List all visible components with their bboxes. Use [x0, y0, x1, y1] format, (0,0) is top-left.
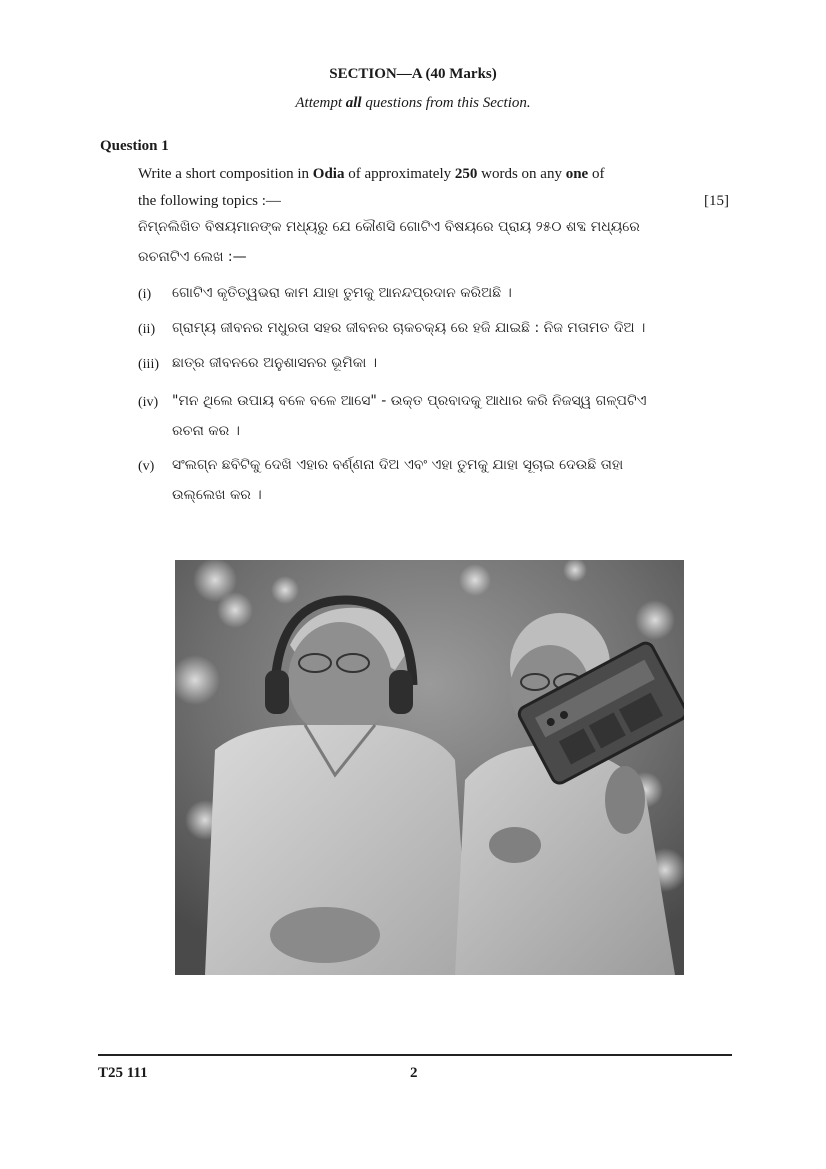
topic-number: (ii) [138, 322, 156, 337]
section-title: SECTION—A (40 Marks) [329, 66, 497, 82]
topic-text: ସଂଲଗ୍ନ ଛବିଟିକୁ ଦେଖି ଏହାର ବର୍ଣ୍ଣନା ଦିଅ ଏବଂ ଏହା ତୁମକୁ ଯାହା ସୂଚାଇ ଦେଉଛି ତାହା [172, 457, 624, 473]
instruction-post: questions from this Section. [361, 95, 531, 111]
prompt-bold-one: one [565, 166, 589, 182]
instruction-pre: Attempt [295, 95, 346, 111]
topic-number: (iii) [138, 357, 159, 372]
footer-divider [98, 1054, 732, 1056]
prompt-text: Write a short composition in [138, 166, 313, 182]
question-prompt-line2: the following topics :— [138, 193, 281, 209]
page-number: 2 [410, 1065, 418, 1081]
prompt-text: of [588, 166, 605, 182]
topic-text: ଗ୍ରାମ୍ୟ ଜୀବନର ମଧୁରତା ସହର ଜୀବନର ଚାକଚକ୍ୟ ରେ ହଜି ଯାଇଛି : ନିଜ ମତାମତ ଦିଅ । [172, 320, 646, 336]
prompt-bold-odia: Odia [312, 166, 345, 182]
topic-number: (v) [138, 459, 155, 474]
topic-text: "ମନ ଥିଲେ ଉପାୟ ବଳେ ବଳେ ଆସେ" - ଉକ୍ତ ପ୍ରବାଦକୁ ଆଧାର କରି ନିଜସ୍ୱ ଗଳ୍ପଟିଏ [172, 393, 647, 409]
odia-prompt-line1: ନିମ୍ନଲିଖିତ ବିଷୟମାନଙ୍କ ମଧ୍ୟରୁ ଯେ କୌଣସି ଗୋଟିଏ ବିଷୟରେ ପ୍ରାୟ ୨୫୦ ଶବ୍ଦ ମଧ୍ୟରେ [138, 219, 640, 235]
paper-code: T25 111 [98, 1065, 148, 1081]
topic-number: (iv) [138, 395, 159, 410]
question-prompt-line1 [138, 166, 604, 183]
prompt-text: words on any [477, 166, 566, 182]
prompt-text: of approximately [344, 166, 455, 182]
topic-text-continued: ରଚନା କର । [172, 423, 240, 439]
topic-text: ଛାତ୍ର ଜୀବନରେ ଅନୁଶାସନର ଭୂମିକା । [172, 355, 378, 371]
marks-label: [15] [704, 193, 729, 209]
instruction-bold: all [345, 95, 362, 111]
topic-number: (i) [138, 287, 152, 302]
prompt-bold-number: 250 [454, 166, 478, 182]
topic-text: ଗୋଟିଏ କୃତିତ୍ୱଭରା କାମ ଯାହା ତୁମକୁ ଆନନ୍ଦପ୍ରଦାନ କରିଅଛି । [172, 285, 512, 301]
topic-text-continued: ଉଲ୍ଲେଖ କର । [172, 487, 262, 503]
section-instruction [0, 95, 826, 112]
odia-prompt-line2: ରଚନାଟିଏ ଲେଖ :— [138, 249, 247, 265]
topic-photograph [175, 560, 684, 975]
question-heading: Question 1 [100, 138, 169, 154]
